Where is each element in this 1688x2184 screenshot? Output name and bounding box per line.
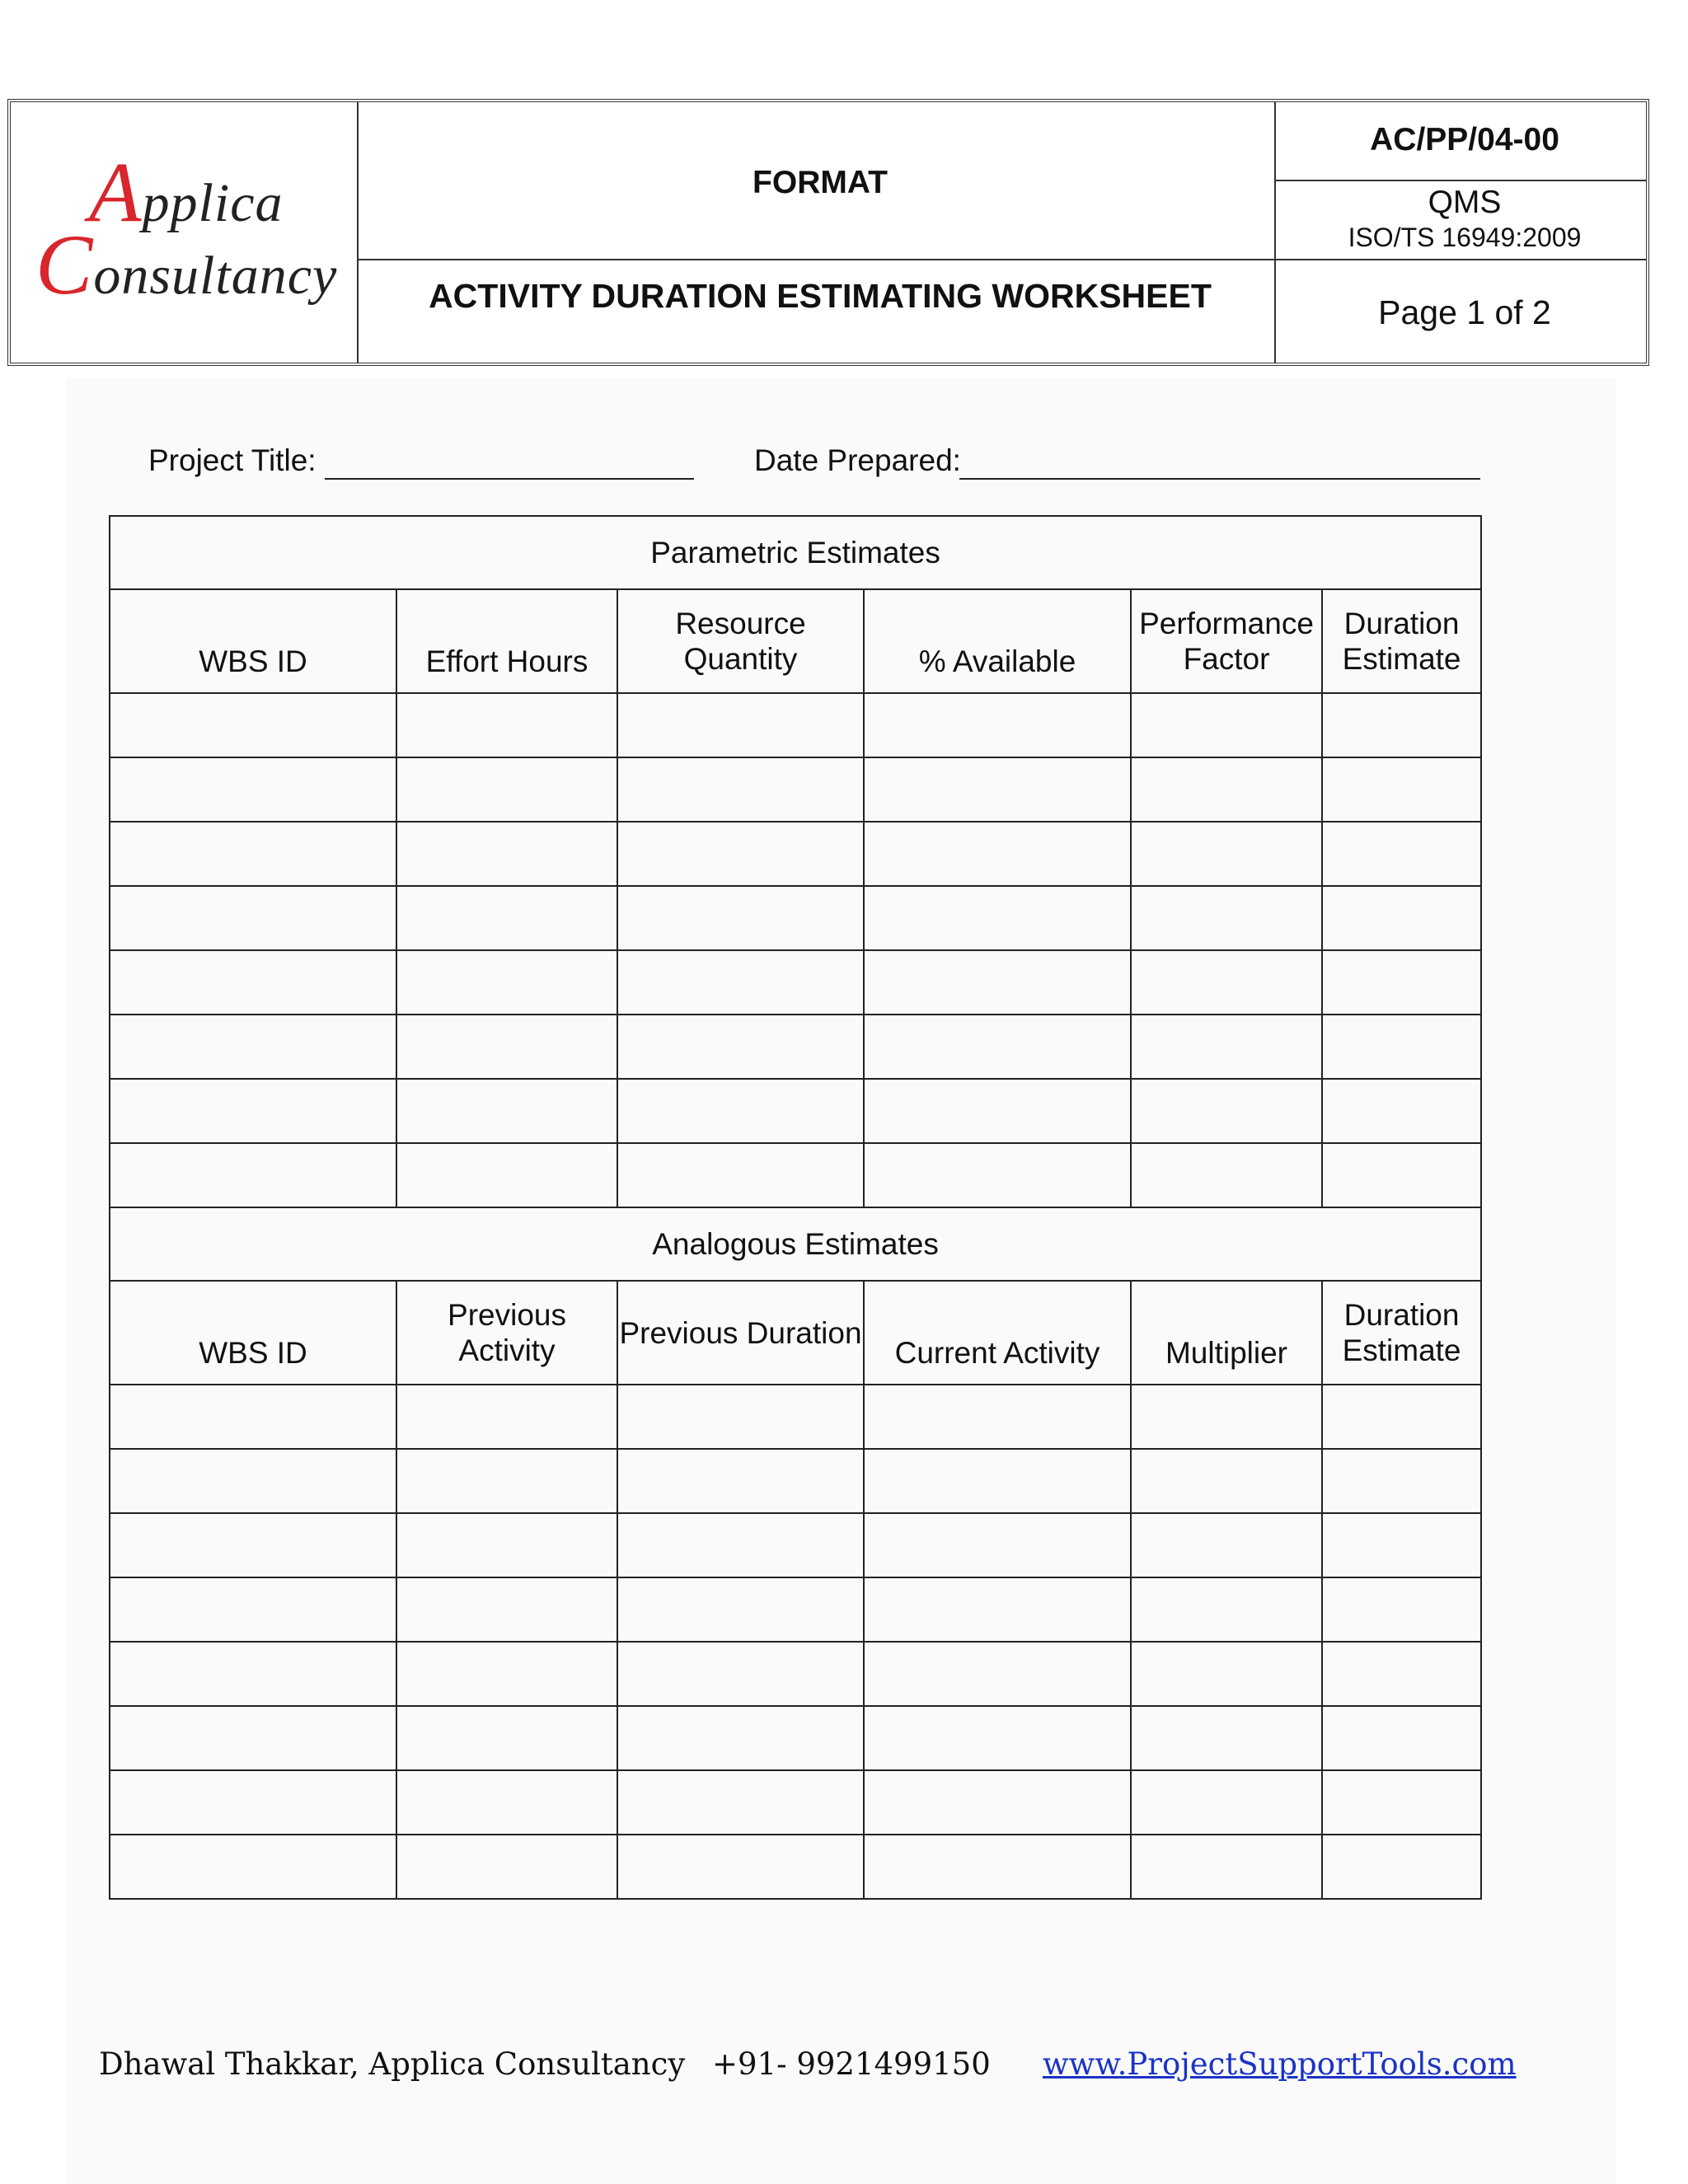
analogous-entry-cell[interactable]	[1322, 1449, 1481, 1513]
document-code: AC/PP/04-00	[1370, 122, 1559, 157]
column-header-line: Factor	[1183, 642, 1270, 676]
column-header-line: Performance	[1139, 607, 1314, 640]
analogous-entry-cell[interactable]	[396, 1642, 617, 1706]
analogous-entry-cell[interactable]	[396, 1385, 617, 1449]
column-header-line: WBS ID	[199, 1336, 307, 1370]
parametric-table-row	[110, 757, 1481, 822]
parametric-entry-cell[interactable]	[1322, 822, 1481, 886]
parametric-table-row	[110, 1143, 1481, 1207]
column-header-line: Previous Duration	[619, 1315, 862, 1350]
parametric-entry-cell[interactable]	[1322, 693, 1481, 757]
analogous-entry-cell[interactable]	[864, 1385, 1131, 1449]
parametric-entry-cell[interactable]	[110, 693, 396, 757]
analogous-entry-cell[interactable]	[396, 1706, 617, 1770]
analogous-column-header	[110, 1281, 396, 1385]
estimating-worksheet-table	[109, 515, 1482, 1900]
parametric-entry-cell[interactable]	[1131, 886, 1322, 950]
analogous-entry-cell[interactable]	[864, 1706, 1131, 1770]
parametric-entry-cell[interactable]	[1131, 757, 1322, 822]
date-prepared-label: Date Prepared:	[754, 443, 961, 477]
column-header-line: Multiplier	[1165, 1336, 1288, 1370]
parametric-entry-cell[interactable]	[1322, 1015, 1481, 1079]
analogous-section-title: Analogous Estimates	[110, 1207, 1481, 1281]
logo-text-consultancy: onsultancy	[93, 246, 338, 306]
parametric-entry-cell[interactable]	[396, 757, 617, 822]
analogous-entry-cell[interactable]	[110, 1577, 396, 1642]
analogous-table-row	[110, 1706, 1481, 1770]
parametric-entry-cell[interactable]	[110, 1079, 396, 1143]
parametric-entry-cell[interactable]	[1131, 950, 1322, 1015]
parametric-column-headers	[110, 589, 1481, 693]
analogous-entry-cell[interactable]	[396, 1835, 617, 1899]
header-divider	[357, 259, 1274, 260]
logo-initial-a: A	[89, 145, 143, 240]
parametric-column-header	[617, 589, 864, 693]
parametric-table-row	[110, 950, 1481, 1015]
page-number: Page 1 of 2	[1378, 293, 1551, 331]
footer-phone: +91- 9921499150	[712, 2046, 991, 2082]
analogous-table-row	[110, 1577, 1481, 1642]
analogous-entry-cell[interactable]	[110, 1385, 396, 1449]
parametric-entry-cell[interactable]	[864, 1079, 1131, 1143]
column-header-line: % Available	[918, 644, 1076, 678]
logo-initial-c: C	[35, 218, 94, 312]
parametric-column-header	[1322, 589, 1481, 693]
analogous-entry-cell[interactable]	[1131, 1577, 1322, 1642]
parametric-entry-cell[interactable]	[864, 886, 1131, 950]
footer-website-link[interactable]: www.ProjectSupportTools.com	[1043, 2046, 1517, 2082]
analogous-table-row	[110, 1449, 1481, 1513]
column-header-line: Resource	[675, 607, 806, 640]
parametric-table-row	[110, 693, 1481, 757]
parametric-entry-cell[interactable]	[1322, 757, 1481, 822]
parametric-column-header	[110, 589, 396, 693]
parametric-table-row	[110, 1015, 1481, 1079]
parametric-entry-cell[interactable]	[110, 757, 396, 822]
format-label: FORMAT	[753, 165, 888, 200]
analogous-entry-cell[interactable]	[1131, 1706, 1322, 1770]
parametric-entry-cell[interactable]	[617, 1143, 864, 1207]
column-header-line: Duration	[1343, 607, 1460, 640]
parametric-entry-cell[interactable]	[864, 822, 1131, 886]
analogous-entry-cell[interactable]	[110, 1706, 396, 1770]
analogous-entry-cell[interactable]	[617, 1642, 864, 1706]
parametric-entry-cell[interactable]	[864, 757, 1131, 822]
parametric-entry-cell[interactable]	[396, 950, 617, 1015]
analogous-entry-cell[interactable]	[617, 1706, 864, 1770]
analogous-entry-cell[interactable]	[1131, 1385, 1322, 1449]
column-header-line: Effort Hours	[425, 644, 588, 678]
analogous-entry-cell[interactable]	[1322, 1706, 1481, 1770]
column-header-line: Duration	[1343, 1298, 1460, 1332]
parametric-entry-cell[interactable]	[110, 950, 396, 1015]
analogous-entry-cell[interactable]	[864, 1513, 1131, 1577]
parametric-entry-cell[interactable]	[617, 822, 864, 886]
analogous-entry-cell[interactable]	[396, 1770, 617, 1835]
standard-label: ISO/TS 16949:2009	[1348, 223, 1582, 252]
analogous-entry-cell[interactable]	[617, 1513, 864, 1577]
analogous-entry-cell[interactable]	[1322, 1770, 1481, 1835]
analogous-entry-cell[interactable]	[110, 1642, 396, 1706]
analogous-entry-cell[interactable]	[864, 1835, 1131, 1899]
parametric-entry-cell[interactable]	[1322, 1079, 1481, 1143]
parametric-entry-cell[interactable]	[617, 693, 864, 757]
company-logo	[27, 127, 357, 341]
analogous-entry-cell[interactable]	[1131, 1513, 1322, 1577]
analogous-entry-cell[interactable]	[617, 1770, 864, 1835]
project-title-label: Project Title:	[148, 443, 316, 477]
analogous-column-header	[1131, 1281, 1322, 1385]
header-divider	[1274, 259, 1646, 260]
analogous-entry-cell[interactable]	[864, 1642, 1131, 1706]
parametric-entry-cell[interactable]	[1322, 886, 1481, 950]
parametric-entry-cell[interactable]	[617, 1015, 864, 1079]
parametric-entry-cell[interactable]	[617, 1079, 864, 1143]
parametric-entry-cell[interactable]	[1322, 950, 1481, 1015]
analogous-column-header	[396, 1281, 617, 1385]
parametric-entry-cell[interactable]	[1131, 1143, 1322, 1207]
footer-author: Dhawal Thakkar, Applica Consultancy	[99, 2046, 686, 2082]
parametric-entry-cell[interactable]	[110, 886, 396, 950]
parametric-entry-cell[interactable]	[1131, 693, 1322, 757]
header-divider	[1274, 180, 1646, 181]
logo-line-consultancy	[35, 216, 337, 314]
parametric-entry-cell[interactable]	[617, 950, 864, 1015]
analogous-entry-cell[interactable]	[1322, 1577, 1481, 1642]
parametric-entry-cell[interactable]	[396, 886, 617, 950]
analogous-entry-cell[interactable]	[110, 1513, 396, 1577]
parametric-table-row	[110, 1079, 1481, 1143]
column-header-line: Estimate	[1342, 642, 1461, 676]
analogous-entry-cell[interactable]	[617, 1385, 864, 1449]
parametric-entry-cell[interactable]	[396, 1079, 617, 1143]
analogous-entry-cell[interactable]	[1131, 1835, 1322, 1899]
parametric-entry-cell[interactable]	[396, 1015, 617, 1079]
parametric-entry-cell[interactable]	[396, 693, 617, 757]
parametric-section-header	[110, 516, 1481, 589]
column-header-line: Estimate	[1342, 1333, 1461, 1367]
parametric-entry-cell[interactable]	[1131, 1079, 1322, 1143]
column-header-line: Current Activity	[894, 1336, 1100, 1370]
analogous-entry-cell[interactable]	[396, 1577, 617, 1642]
parametric-column-header	[864, 589, 1131, 693]
analogous-entry-cell[interactable]	[1322, 1513, 1481, 1577]
analogous-table-row	[110, 1770, 1481, 1835]
project-title-field[interactable]	[325, 478, 694, 480]
parametric-entry-cell[interactable]	[110, 1143, 396, 1207]
column-header-line: Quantity	[683, 642, 798, 676]
analogous-column-header	[1322, 1281, 1481, 1385]
analogous-column-headers	[110, 1281, 1481, 1385]
parametric-entry-cell[interactable]	[617, 757, 864, 822]
parametric-table-row	[110, 822, 1481, 886]
parametric-column-header	[1131, 589, 1322, 693]
analogous-column-header	[864, 1281, 1131, 1385]
analogous-entry-cell[interactable]	[1322, 1835, 1481, 1899]
header-divider	[1274, 102, 1276, 363]
analogous-table-row	[110, 1642, 1481, 1706]
parametric-entry-cell[interactable]	[110, 1015, 396, 1079]
analogous-entry-cell[interactable]	[110, 1835, 396, 1899]
analogous-entry-cell[interactable]	[396, 1449, 617, 1513]
analogous-entry-cell[interactable]	[617, 1449, 864, 1513]
analogous-table-row	[110, 1513, 1481, 1577]
column-header-line: Activity	[458, 1333, 556, 1367]
analogous-section-header	[110, 1207, 1481, 1281]
analogous-entry-cell[interactable]	[1322, 1642, 1481, 1706]
analogous-entry-cell[interactable]	[617, 1577, 864, 1642]
analogous-entry-cell[interactable]	[1322, 1385, 1481, 1449]
header-divider	[357, 102, 359, 363]
parametric-entry-cell[interactable]	[864, 693, 1131, 757]
parametric-entry-cell[interactable]	[617, 886, 864, 950]
parametric-entry-cell[interactable]	[1322, 1143, 1481, 1207]
analogous-table-row	[110, 1835, 1481, 1899]
column-header-line: Previous	[448, 1298, 566, 1332]
parametric-entry-cell[interactable]	[396, 1143, 617, 1207]
parametric-entry-cell[interactable]	[1131, 1015, 1322, 1079]
date-prepared-field[interactable]	[959, 478, 1480, 480]
analogous-entry-cell[interactable]	[864, 1577, 1131, 1642]
analogous-entry-cell[interactable]	[110, 1770, 396, 1835]
parametric-table-row	[110, 886, 1481, 950]
column-header-line: WBS ID	[199, 644, 307, 678]
analogous-entry-cell[interactable]	[110, 1449, 396, 1513]
analogous-column-header	[617, 1281, 864, 1385]
document-title: ACTIVITY DURATION ESTIMATING WORKSHEET	[429, 277, 1212, 315]
parametric-section-title: Parametric Estimates	[110, 516, 1481, 589]
analogous-table-row	[110, 1385, 1481, 1449]
logo-text-applica: pplica	[142, 173, 284, 233]
parametric-entry-cell[interactable]	[110, 822, 396, 886]
analogous-entry-cell[interactable]	[1131, 1449, 1322, 1513]
analogous-entry-cell[interactable]	[1131, 1642, 1322, 1706]
parametric-entry-cell[interactable]	[864, 950, 1131, 1015]
analogous-entry-cell[interactable]	[864, 1449, 1131, 1513]
analogous-entry-cell[interactable]	[617, 1835, 864, 1899]
document-header	[7, 99, 1649, 366]
qms-label: QMS	[1428, 185, 1502, 220]
parametric-entry-cell[interactable]	[864, 1143, 1131, 1207]
analogous-entry-cell[interactable]	[396, 1513, 617, 1577]
parametric-entry-cell[interactable]	[396, 822, 617, 886]
analogous-entry-cell[interactable]	[1131, 1770, 1322, 1835]
parametric-column-header	[396, 589, 617, 693]
analogous-entry-cell[interactable]	[864, 1770, 1131, 1835]
parametric-entry-cell[interactable]	[864, 1015, 1131, 1079]
parametric-entry-cell[interactable]	[1131, 822, 1322, 886]
